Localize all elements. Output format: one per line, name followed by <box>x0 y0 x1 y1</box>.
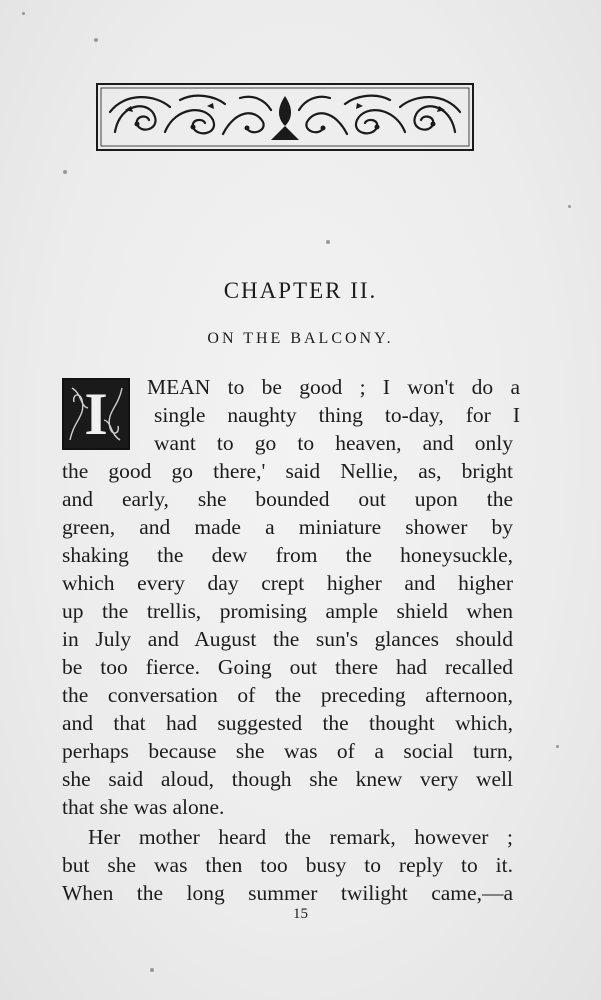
text-line: When the long summer twilight came,—a <box>62 881 513 905</box>
drop-cap-letter: I <box>84 381 108 447</box>
text-line: MEAN to be good ; I won't do a <box>147 375 520 399</box>
text-line: green, and made a miniature shower by <box>62 515 513 539</box>
text-line: single naughty thing to-day, for I <box>154 403 520 427</box>
headpiece-ornament <box>95 82 475 152</box>
chapter-title: CHAPTER II. <box>223 278 378 303</box>
print-speck <box>63 170 67 174</box>
chapter-subtitle: ON THE BALCONY. <box>207 330 394 347</box>
print-speck <box>568 205 571 208</box>
print-speck <box>22 12 25 15</box>
text-line: but she was then too busy to reply to it. <box>62 853 513 877</box>
text-line: and early, she bounded out upon the <box>62 487 513 511</box>
print-speck <box>556 745 559 748</box>
text-line: the good go there,' said Nellie, as, bright <box>62 459 513 483</box>
drop-cap <box>62 378 130 450</box>
text-line: Her mother heard the remark, however ; <box>88 825 513 849</box>
text-line: that she was alone. <box>62 795 225 819</box>
text-line: which every day crept higher and higher <box>62 571 513 595</box>
text-line: she said aloud, though she knew very well <box>62 767 513 791</box>
text-line: want to go to heaven, and only <box>154 431 513 455</box>
text-line: be too fierce. Going out there had recalled <box>62 655 513 679</box>
text-line: perhaps because she was of a social turn, <box>62 739 513 763</box>
text-line: and that had suggested the thought which, <box>62 711 513 735</box>
text-line: the conversation of the preceding afternoon, <box>62 683 513 707</box>
text-line: in July and August the sun's glances should <box>62 627 513 651</box>
print-speck <box>326 240 330 244</box>
page-number: 15 <box>293 906 308 922</box>
print-speck <box>94 38 98 42</box>
print-speck <box>150 968 154 972</box>
text-line: up the trellis, promising ample shield when <box>62 599 513 623</box>
text-line: shaking the dew from the honeysuckle, <box>62 543 513 567</box>
